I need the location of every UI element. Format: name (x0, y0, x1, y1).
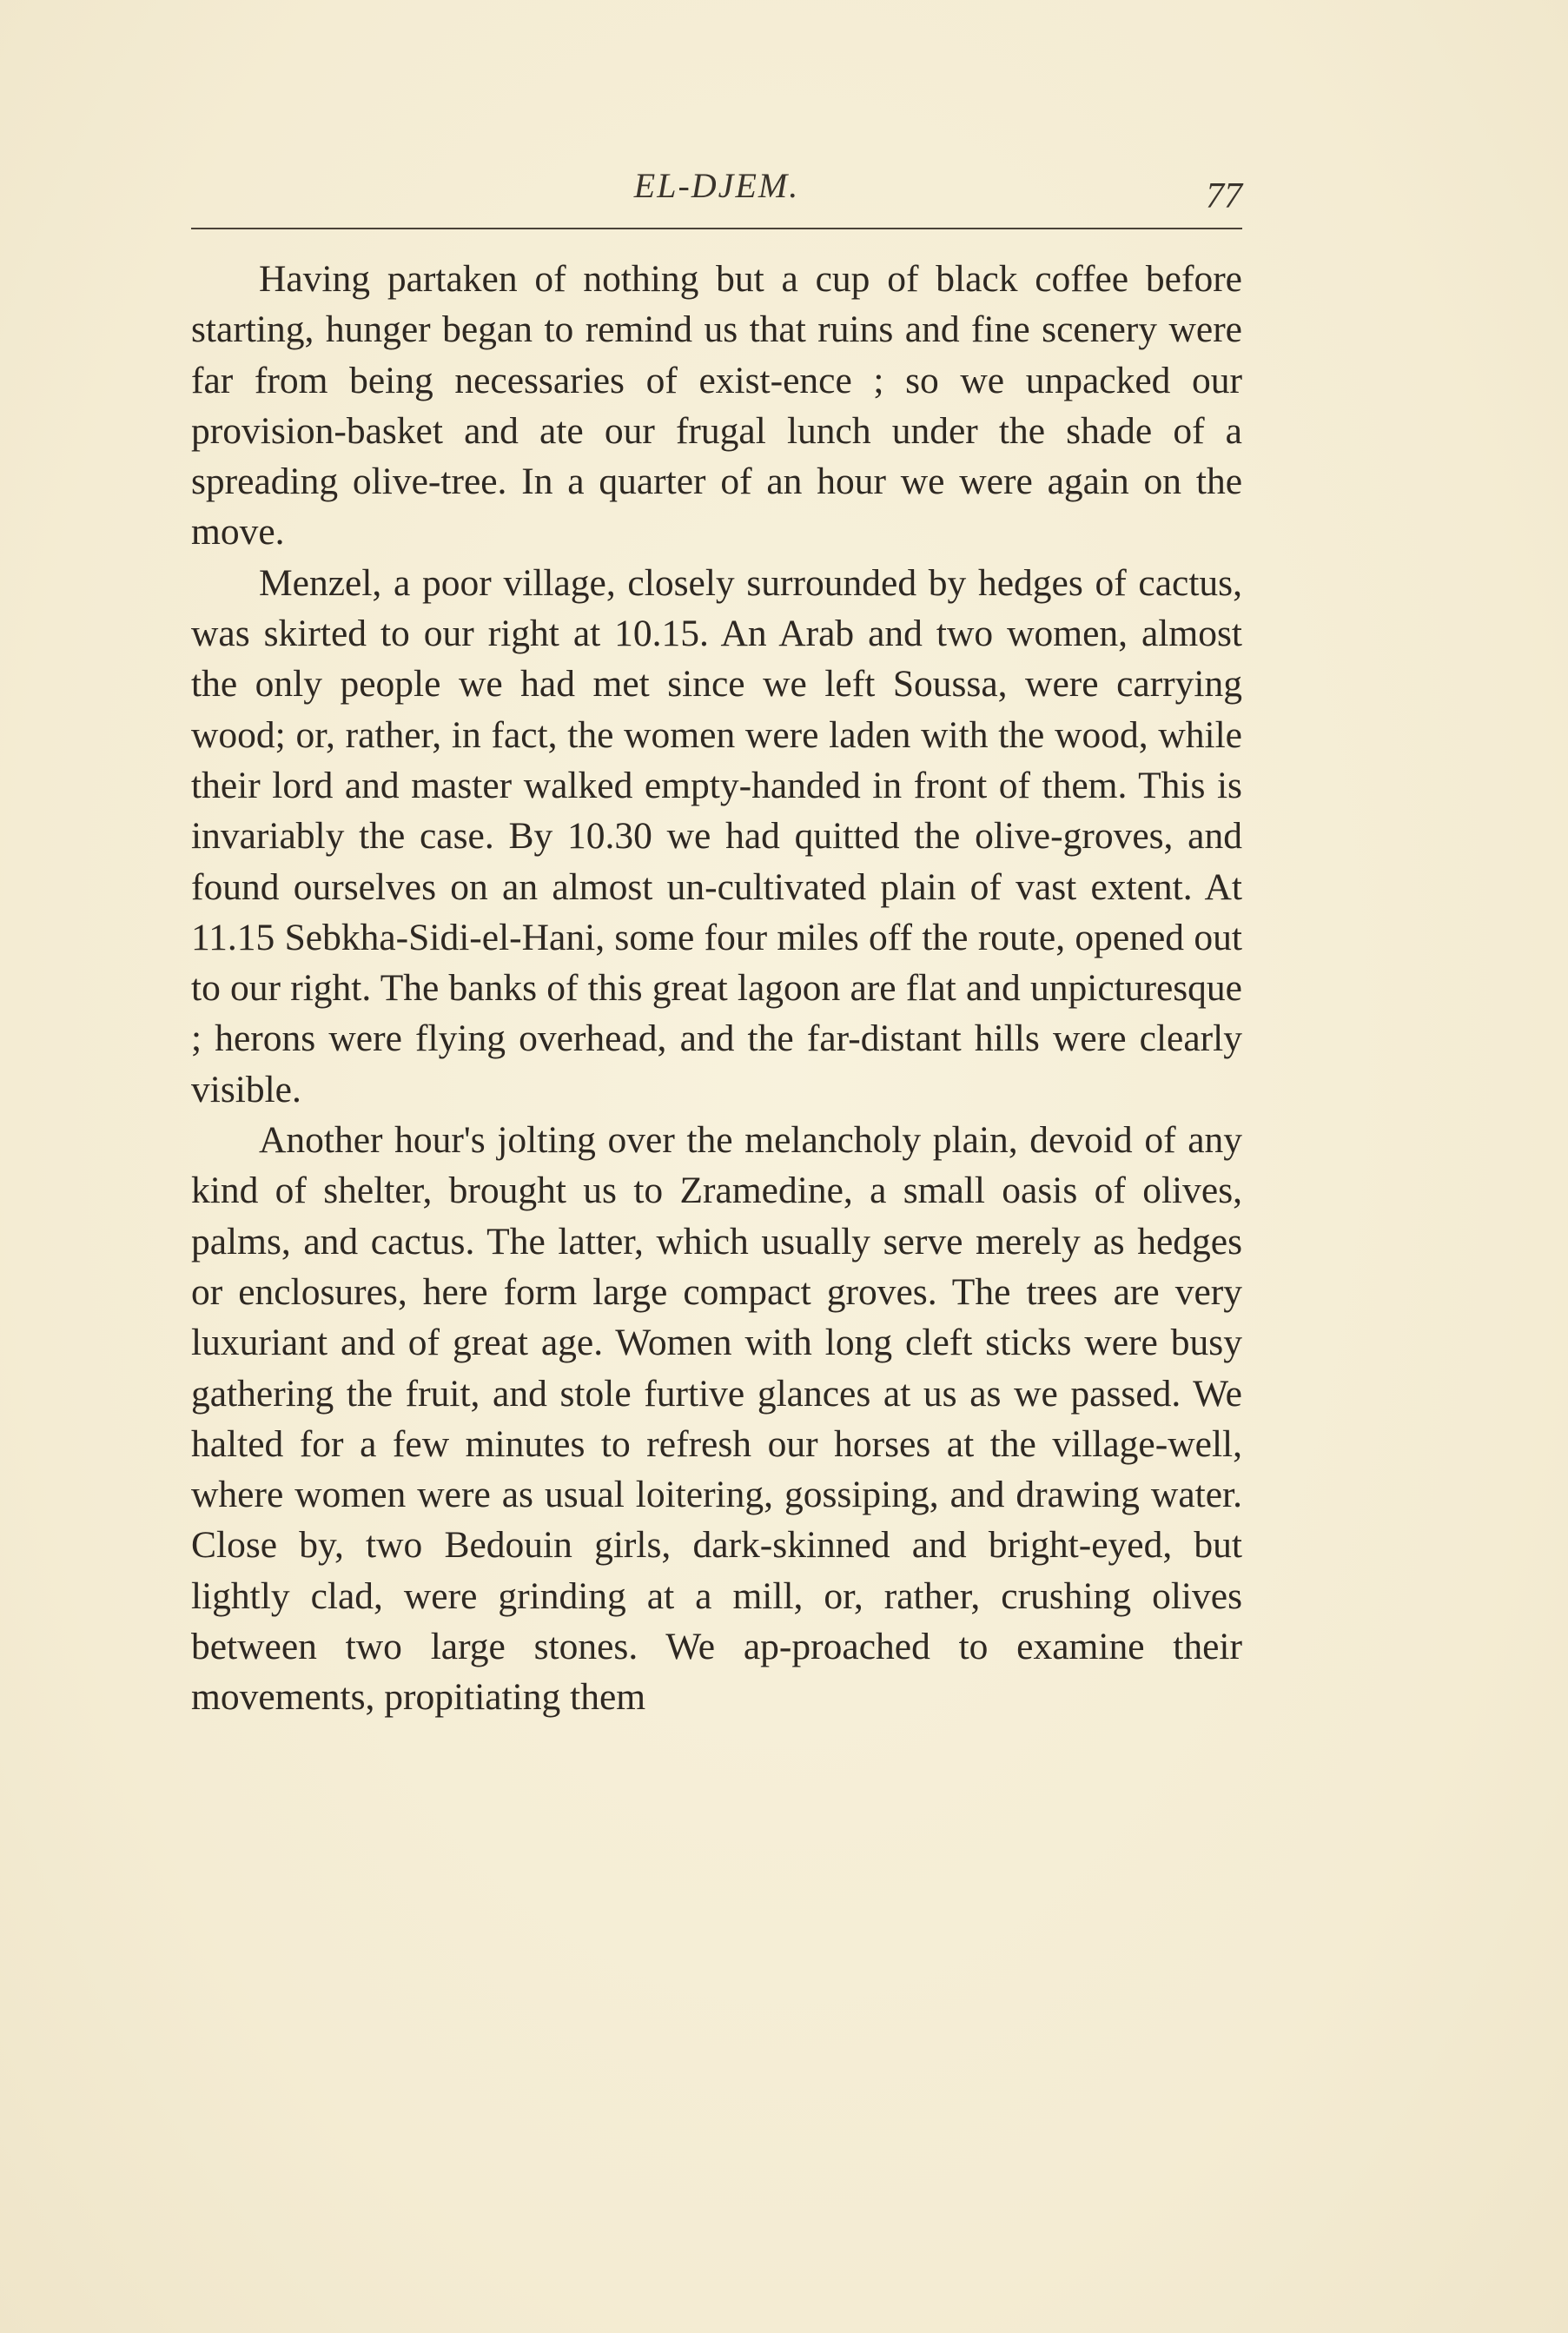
paragraph: Having partaken of nothing but a cup of black coffee before starting, hunger began to remind us that ruins and fine scenery were far from being necessaries of exist-ence ; so we unpacked our provision-basket and ate our frugal lunch under the shade of a spreading olive-tree. In a quarter of an hour we were again on the move. (191, 258, 1242, 553)
paragraph: Menzel, a poor village, closely surrounded by hedges of cactus, was skirted to our right at 10.15. An Arab and two women, almost the only people we had met since we left Soussa, were carrying wood; or, rather, in fact, the women were laden with the wood, while their lord and master walked empty-handed in front of them. This is invariably the case. By 10.30 we had quitted the olive-groves, and found ourselves on an almost un-cultivated plain of vast extent. At 11.15 Sebkha-Sidi-el-Hani, some four miles off the route, opened out to our right. The banks of this great lagoon are flat and unpicturesque ; herons were flying overhead, and the far-distant hills were clearly visible. (191, 561, 1242, 1110)
paragraph: Another hour's jolting over the melancholy plain, devoid of any kind of shelter, brought us to Zramedine, a small oasis of olives, palms, and cactus. The latter, which usually serve merely as hedges or enclosures, here form large compact groves. The trees are very luxuriant and of great age. Women with long cleft sticks were busy gathering the fruit, and stole furtive glances at us as we passed. We halted for a few minutes to refresh our horses at the village-well, where women were as usual loitering, gossiping, and drawing water. Close by, two Bedouin girls, dark-skinned and bright-eyed, but lightly clad, were grinding at a mill, or, rather, crushing olives between two large stones. We ap-proached to examine their movements, propitiating them (191, 1119, 1242, 1719)
page-header (191, 156, 1242, 235)
running-head: EL-DJEM. (633, 166, 800, 205)
body-text (191, 254, 1242, 1723)
page-number: 77 (1206, 176, 1242, 216)
header-rule (191, 228, 1242, 229)
